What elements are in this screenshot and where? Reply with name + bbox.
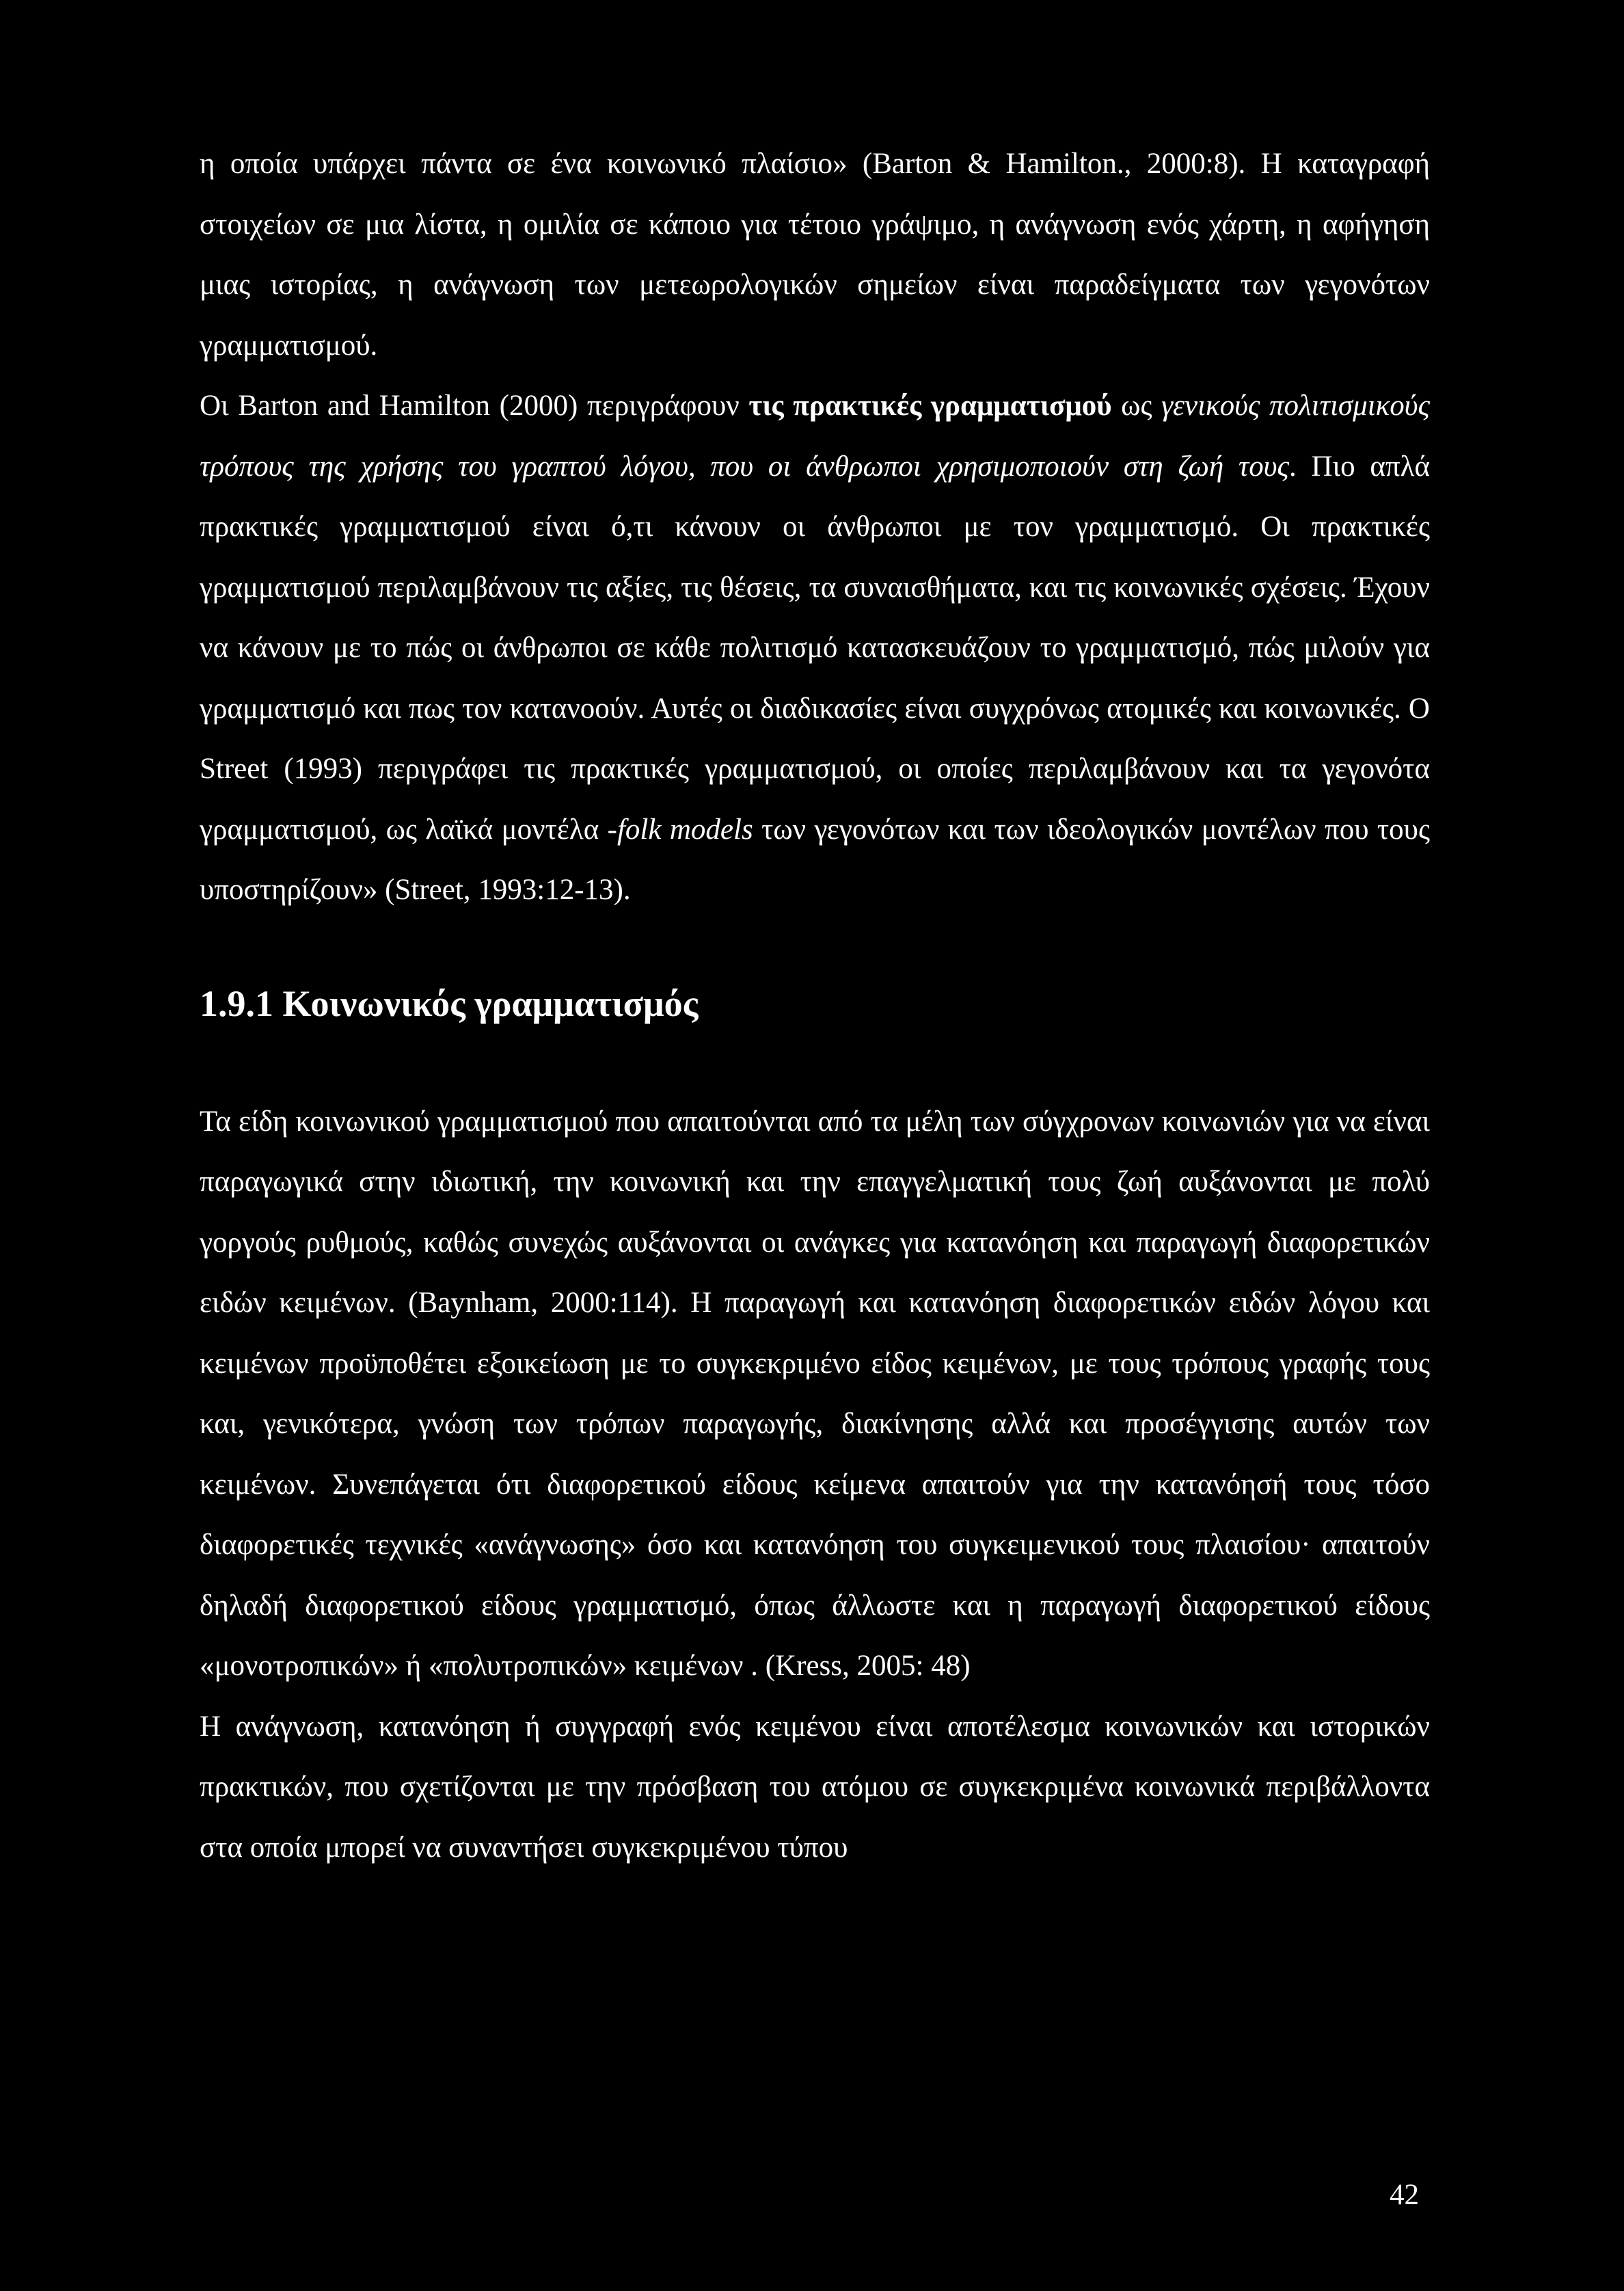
bold-term-literacy-practices: τις πρακτικές γραμματισμού	[748, 390, 1112, 422]
text-run: Οι Barton and Hamilton (2000) περιγράφουν	[200, 390, 749, 422]
page-number: 42	[1390, 2179, 1419, 2211]
text-run: ως	[1111, 390, 1162, 422]
paragraph-barton-hamilton	[200, 376, 1430, 921]
paragraph-intro: η οποία υπάρχει πάντα σε ένα κοινωνικό πλαίσιο» (Barton & Hamilton., 2000:8). Η καταγραφή στοιχείων σε μια λίστα, η ομιλία σε κάποιο για τέτοιο γράψιμο, η ανάγνωση ενός χάρτη, η αφήγηση μιας ιστορίας, η ανάγνωση των μετεωρολογικών σημείων είναι παραδείγματα των γεγονότων γραμματισμού.	[200, 148, 1430, 362]
italic-folk-models: -folk models	[607, 813, 753, 846]
section-heading: 1.9.1 Κοινωνικός γραμματισμός	[200, 982, 699, 1024]
paragraph-reading-writing: Η ανάγνωση, κατανόηση ή συγγραφή ενός κειμένου είναι αποτέλεσμα κοινωνικών και ιστορικών πρακτικών, που σχετίζονται με την πρόσβαση του ατόμου σε συγκεκριμένα κοινωνικά περιβάλλοντα στα οποία μπορεί να συναντήσει συγκεκριμένου τύπου	[200, 1710, 1430, 1864]
document-page	[200, 134, 1430, 1878]
text-run: των γεγονότων και των ιδεολογικών μοντέλων που τους υποστηρίζουν» (Street, 1993:12-13).	[200, 813, 1430, 906]
text-run: . Πιο απλά πρακτικές γραμματισμού είναι ό,τι κάνουν οι άνθρωποι με τον γραμματισμό. Οι πρακτικές γραμματισμού περιλαμβάνουν τις αξίες, τις θέσεις, τα συναισθήματα, και τις κοινωνικές σχέσεις. Έχουν να κάνουν με το πώς οι άνθρωποι σε κάθε πολιτισμό κατασκευάζουν το γραμματισμό, πώς μιλούν για γραμματισμό και πως τον κατανοούν. Αυτές οι διαδικασίες είναι συγχρόνως ατομικές και κοινωνικές. Ο Street (1993) περιγράφει τις πρακτικές γραμματισμού, οι οποίες περιλαμβάνουν και τα γεγονότα γραμματισμού, ως λαϊκά μοντέλα	[200, 450, 1430, 846]
paragraph-social-literacy: Τα είδη κοινωνικού γραμματισμού που απαιτούνται από τα μέλη των σύγχρονων κοινωνιών για να είναι παραγωγικά στην ιδιωτική, την κοινωνική και την επαγγελματική τους ζωή αυξάνονται με πολύ γοργούς ρυθμούς, καθώς συνεχώς αυξάνονται οι ανάγκες για κατανόηση και παραγωγή διαφορετικών ειδών κειμένων. (Baynham, 2000:114). Η παραγωγή και κατανόηση διαφορετικών ειδών λόγου και κειμένων προϋποθέτει εξοικείωση με το συγκεκριμένο είδος κειμένων, με τους τρόπους γραφής τους και, γενικότερα, γνώση των τρόπων παραγωγής, διακίνησης αλλά και προσέγγισης αυτών των κειμένων. Συνεπάγεται ότι διαφορετικού είδους κείμενα απαιτούν για την κατανόησή τους τόσο διαφορετικές τεχνικές «ανάγνωσης» όσο και κατανόηση του συγκειμενικού τους πλαισίου· απαιτούν δηλαδή διαφορετικού είδους γραμματισμό, όπως άλλωστε και η παραγωγή διαφορετικού είδους «μονοτροπικών» ή «πολυτροπικών» κειμένων . (Kress, 2005: 48)	[200, 1105, 1430, 1682]
italic-definition: γενικούς πολιτισμικούς τρόπους της χρήσης του γραπτού λόγου, που οι άνθρωποι χρησιμοποιούν στη ζωή τους	[200, 390, 1430, 483]
